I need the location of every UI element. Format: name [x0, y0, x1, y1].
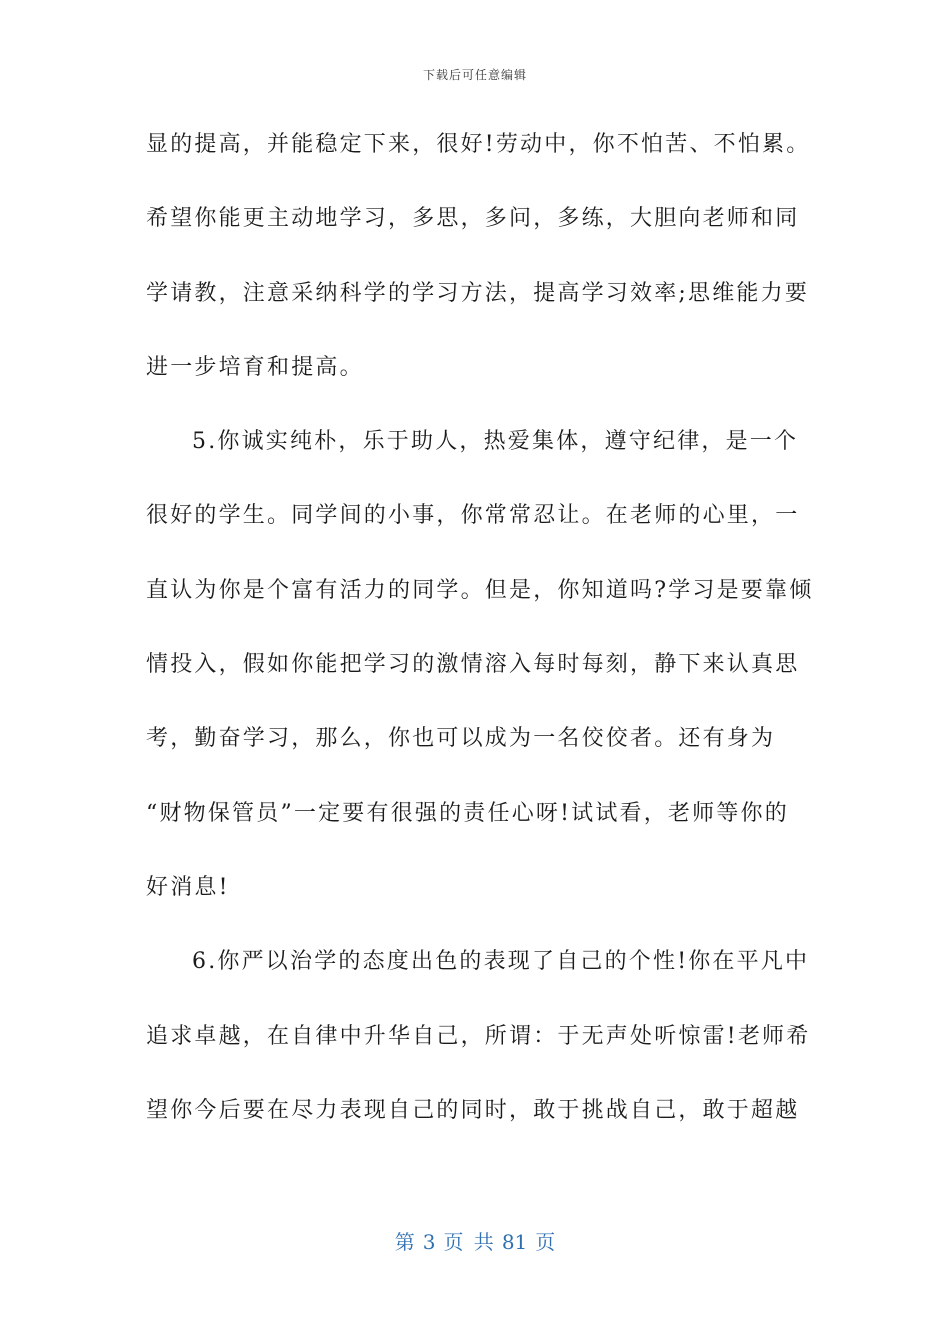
footer-middle: 页 共 [443, 1230, 494, 1254]
text-line: 希望你能更主动地学习，多思，多问，多练，大胆向老师和同 [146, 206, 800, 232]
page-header: 下载后可任意编辑 [422, 68, 527, 82]
text-line: 进一步培育和提高。 [146, 354, 364, 380]
text-line: 考，勤奋学习，那么，你也可以成为一名佼佼者。还有身为 [146, 726, 776, 752]
text-line: 直认为你是个富有活力的同学。但是，你知道吗?学习是要靠倾 [146, 577, 814, 603]
page-footer [0, 1226, 950, 1255]
paragraph-start-line: 6.你严以治学的态度出色的表现了自己的个性!你在平凡中 [192, 949, 810, 975]
text-line: “财物保管员”一定要有很强的责任心呀!试试看，老师等你的 [146, 800, 789, 826]
text-line: 情投入，假如你能把学习的激情溶入每时每刻，静下来认真思 [146, 652, 800, 678]
text-line: 学请教，注意采纳科学的学习方法，提高学习效率;思维能力要 [146, 280, 810, 306]
document-body [146, 108, 816, 1148]
paragraph-start-line: 5.你诚实纯朴，乐于助人，热爱集体，遵守纪律，是一个 [192, 429, 799, 455]
text-line: 望你今后要在尽力表现自己的同时，敢于挑战自己，敢于超越 [146, 1097, 800, 1123]
text-line: 很好的学生。同学间的小事，你常常忍让。在老师的心里，一 [146, 503, 800, 529]
total-page-count: 81 [501, 1230, 528, 1254]
footer-prefix: 第 [394, 1230, 415, 1254]
text-line: 好消息! [146, 874, 230, 900]
text-line: 追求卓越，在自律中升华自己，所谓：于无声处听惊雷!老师希 [146, 1023, 811, 1049]
text-line: 显的提高，并能稳定下来，很好!劳动中，你不怕苦、不怕累。 [146, 132, 811, 157]
footer-suffix: 页 [535, 1230, 556, 1254]
current-page-number: 3 [422, 1230, 436, 1254]
